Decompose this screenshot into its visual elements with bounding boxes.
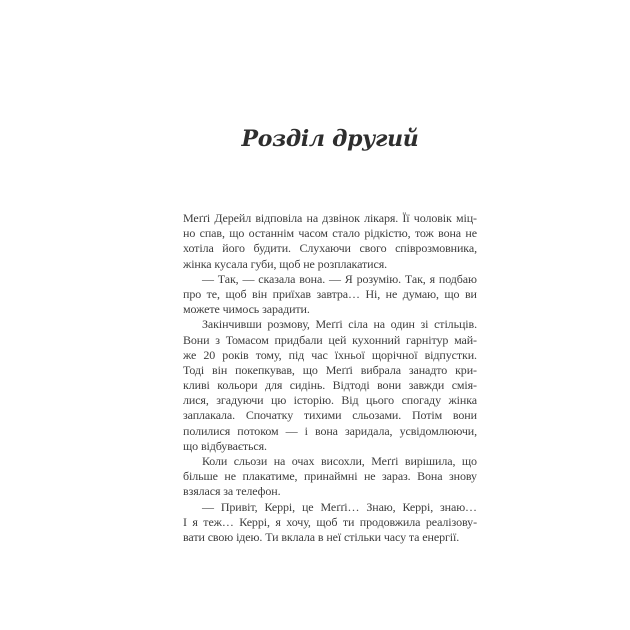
body-line: Тоді він покепкував, що Меґґі вибрала занадто кри- [183, 362, 477, 377]
body-line: но спав, що останнім часом стало рідкістю, тож вона не [183, 226, 477, 241]
body-line: — Так, — сказала вона. — Я розумію. Так, я подбаю [202, 271, 477, 286]
body-line: Вони з Томасом придбали цей кухонний гарнітур май- [183, 332, 477, 347]
body-line: Коли сльози на очах висохли, Меґґі вирішила, що [202, 454, 477, 468]
body-line: взялася за телефон. [183, 484, 281, 499]
paragraph [183, 454, 477, 500]
body-line: лися, згадуючи цю історію. Від цього спогаду жінка [183, 393, 477, 408]
body-line: вати свою ідею. Ти вклала в неї стільки часу та енергії. [183, 529, 460, 544]
paragraph [183, 317, 477, 454]
body-line: заплакала. Спочатку тихими сльозами. Потім вони [183, 408, 477, 423]
paragraph [183, 272, 477, 318]
body-line: Меґґі Дерейл відповіла на дзвінок лікаря. Її чоловік міц- [183, 211, 477, 225]
body-line: — Привіт, Керрі, це Меґґі… Знаю, Керрі, знаю… [202, 499, 477, 514]
body-line: що відбувається. [183, 438, 267, 453]
body-line: більше не плакатиме, принаймні не зараз. Вона знову [183, 469, 477, 484]
body-line: жінка кусала губи, щоб не розплакатися. [183, 256, 388, 271]
paragraph [183, 500, 477, 546]
paragraph [183, 211, 477, 272]
body-line: кливі кольори для сидінь. Відтоді вони завжди смія- [183, 378, 477, 393]
body-line: хотіла його будити. Слухаючи свого співрозмовника, [183, 241, 477, 256]
body-line: І я теж… Керрі, я хочу, щоб ти продовжила реалізову- [183, 514, 477, 529]
body-line: про те, щоб він приїхав завтра… Ні, не думаю, що ви [183, 286, 477, 301]
body-text-block [183, 211, 477, 545]
chapter-heading: Розділ другий [241, 126, 419, 152]
body-line: же 20 років тому, під час їхньої щорічної відпустки. [183, 347, 477, 362]
body-line: можете чимось зарадити. [183, 302, 310, 317]
body-line: Закінчивши розмову, Меґґі сіла на один зі стільців. [202, 317, 477, 332]
body-line: полилися потоком — і вона заридала, усвідомлюючи, [183, 423, 477, 438]
